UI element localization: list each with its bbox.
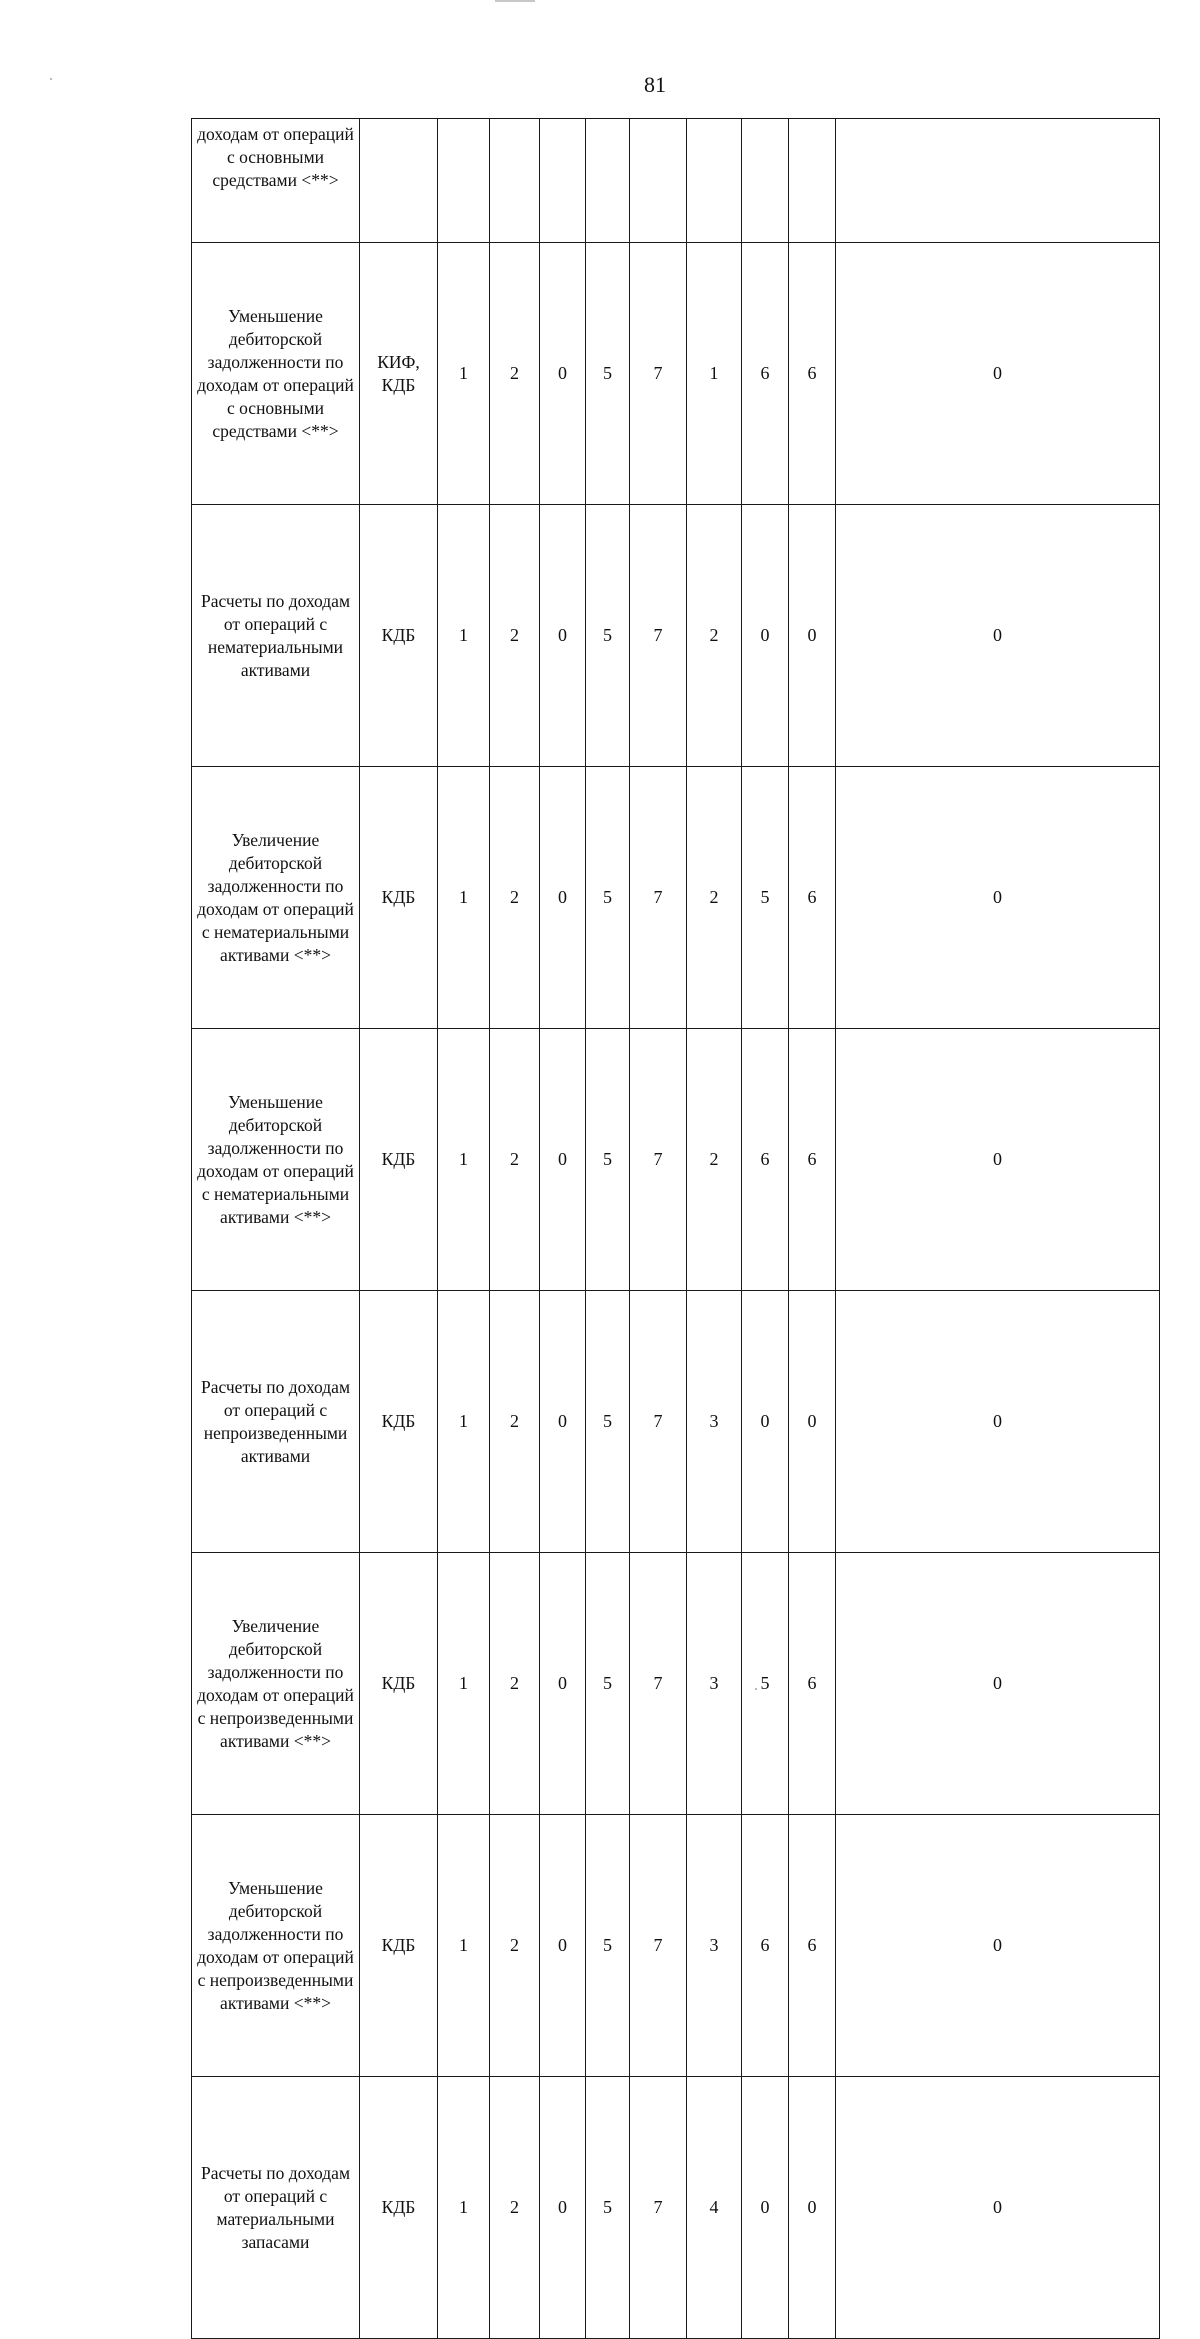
account-code-digit-cell xyxy=(836,119,1160,243)
account-name-cell: доходам от операций с основными средствами <**> xyxy=(192,119,360,243)
source-code-cell: КДБ xyxy=(360,2077,438,2339)
source-code-cell: КДБ xyxy=(360,505,438,767)
account-code-digit-cell: 5 xyxy=(742,767,789,1029)
account-name-cell: Уменьшение дебиторской задолженности по доходам от операций с нематериальными активами <**> xyxy=(192,1029,360,1291)
source-code-cell: КДБ xyxy=(360,1291,438,1553)
account-code-digit-cell: 7 xyxy=(630,1553,687,1815)
account-code-digit-cell: 4 xyxy=(687,2077,742,2339)
account-code-digit-cell: 0 xyxy=(836,505,1160,767)
source-code-cell: КДБ xyxy=(360,767,438,1029)
account-code-digit-cell: 3 xyxy=(687,1553,742,1815)
account-code-digit-cell: 7 xyxy=(630,243,687,505)
table-row xyxy=(192,505,1160,767)
accounts-table xyxy=(191,118,1160,2339)
source-code-cell xyxy=(360,119,438,243)
account-code-digit-cell: 5 xyxy=(586,1815,630,2077)
account-name-cell: Расчеты по доходам от операций с материальными запасами xyxy=(192,2077,360,2339)
account-code-digit-cell: 0 xyxy=(540,1553,586,1815)
table-row xyxy=(192,767,1160,1029)
account-code-digit-cell: 5 xyxy=(586,767,630,1029)
account-code-digit-cell: 2 xyxy=(490,2077,540,2339)
account-code-digit-cell: 0 xyxy=(540,243,586,505)
account-code-digit-cell: 1 xyxy=(438,243,490,505)
account-code-digit-cell: 7 xyxy=(630,767,687,1029)
account-code-digit-cell: 2 xyxy=(490,243,540,505)
account-code-digit-cell: 2 xyxy=(490,505,540,767)
source-code-cell: КДБ xyxy=(360,1553,438,1815)
account-code-digit-cell: 7 xyxy=(630,2077,687,2339)
table-row xyxy=(192,1553,1160,1815)
account-code-digit-cell: 1 xyxy=(438,767,490,1029)
account-code-digit-cell xyxy=(742,119,789,243)
account-code-digit-cell: 0 xyxy=(540,1291,586,1553)
account-code-digit-cell: 0 xyxy=(540,1815,586,2077)
account-code-digit-cell: 5 xyxy=(742,1553,789,1815)
source-code-cell: КДБ xyxy=(360,1815,438,2077)
table-row xyxy=(192,1291,1160,1553)
account-code-digit-cell: 0 xyxy=(540,2077,586,2339)
table-row xyxy=(192,243,1160,505)
account-code-digit-cell: 6 xyxy=(789,243,836,505)
account-code-digit-cell: 0 xyxy=(540,767,586,1029)
source-code-cell: КИФ, КДБ xyxy=(360,243,438,505)
account-code-digit-cell: 6 xyxy=(742,1029,789,1291)
account-name-cell: Расчеты по доходам от операций с непроизведенными активами xyxy=(192,1291,360,1553)
scan-artifact xyxy=(495,0,535,2)
account-code-digit-cell: 7 xyxy=(630,1815,687,2077)
account-code-digit-cell: 0 xyxy=(836,1553,1160,1815)
account-name-cell: Уменьшение дебиторской задолженности по доходам от операций с непроизведенными активами <**> xyxy=(192,1815,360,2077)
account-code-digit-cell: 6 xyxy=(789,767,836,1029)
account-code-digit-cell: 3 xyxy=(687,1815,742,2077)
account-code-digit-cell: 6 xyxy=(742,1815,789,2077)
account-code-digit-cell: 1 xyxy=(687,243,742,505)
account-code-digit-cell: 0 xyxy=(540,1029,586,1291)
account-code-digit-cell: 0 xyxy=(789,2077,836,2339)
source-code-cell: КДБ xyxy=(360,1029,438,1291)
account-code-digit-cell: 7 xyxy=(630,1029,687,1291)
account-code-digit-cell: 5 xyxy=(586,1029,630,1291)
account-name-cell: Увеличение дебиторской задолженности по доходам от операций с непроизведенными активами <**> xyxy=(192,1553,360,1815)
account-code-digit-cell: 7 xyxy=(630,505,687,767)
account-code-digit-cell xyxy=(586,119,630,243)
table-body xyxy=(192,119,1160,2339)
account-code-digit-cell: 1 xyxy=(438,1815,490,2077)
account-code-digit-cell xyxy=(490,119,540,243)
table-row xyxy=(192,2077,1160,2339)
account-code-digit-cell: 2 xyxy=(687,505,742,767)
page-number: 81 xyxy=(644,72,666,97)
account-code-digit-cell: 0 xyxy=(836,1291,1160,1553)
account-code-digit-cell: 0 xyxy=(836,767,1160,1029)
account-code-digit-cell: 6 xyxy=(789,1815,836,2077)
account-name-cell: Увеличение дебиторской задолженности по доходам от операций с нематериальными активами <**> xyxy=(192,767,360,1029)
account-code-digit-cell: 0 xyxy=(789,505,836,767)
account-code-digit-cell: 0 xyxy=(742,1291,789,1553)
account-code-digit-cell: 5 xyxy=(586,1291,630,1553)
account-code-digit-cell: 1 xyxy=(438,505,490,767)
account-code-digit-cell: 2 xyxy=(490,1815,540,2077)
table-row xyxy=(192,1029,1160,1291)
account-code-digit-cell: 2 xyxy=(687,1029,742,1291)
account-code-digit-cell: 3 xyxy=(687,1291,742,1553)
account-code-digit-cell xyxy=(789,119,836,243)
account-code-digit-cell: 0 xyxy=(836,1029,1160,1291)
account-code-digit-cell: 0 xyxy=(742,2077,789,2339)
account-code-digit-cell: 2 xyxy=(490,767,540,1029)
account-code-digit-cell: 0 xyxy=(836,1815,1160,2077)
account-code-digit-cell: 0 xyxy=(789,1291,836,1553)
table-row xyxy=(192,119,1160,243)
account-code-digit-cell: 5 xyxy=(586,2077,630,2339)
account-code-digit-cell: 5 xyxy=(586,505,630,767)
account-code-digit-cell: 5 xyxy=(586,1553,630,1815)
account-code-digit-cell: 1 xyxy=(438,1291,490,1553)
account-code-digit-cell: 1 xyxy=(438,1029,490,1291)
account-code-digit-cell xyxy=(540,119,586,243)
account-code-digit-cell xyxy=(630,119,687,243)
account-code-digit-cell: 6 xyxy=(742,243,789,505)
account-name-cell: Расчеты по доходам от операций с нематериальными активами xyxy=(192,505,360,767)
account-name-cell: Уменьшение дебиторской задолженности по доходам от операций с основными средствами <**> xyxy=(192,243,360,505)
account-code-digit-cell: 0 xyxy=(836,2077,1160,2339)
account-code-digit-cell: 6 xyxy=(789,1029,836,1291)
account-code-digit-cell xyxy=(438,119,490,243)
account-code-digit-cell: 5 xyxy=(586,243,630,505)
account-code-digit-cell: 1 xyxy=(438,2077,490,2339)
account-code-digit-cell: 0 xyxy=(540,505,586,767)
account-code-digit-cell: 0 xyxy=(742,505,789,767)
account-code-digit-cell: 0 xyxy=(836,243,1160,505)
account-code-digit-cell: 2 xyxy=(687,767,742,1029)
table-row xyxy=(192,1815,1160,2077)
account-code-digit-cell: 2 xyxy=(490,1291,540,1553)
account-code-digit-cell: 2 xyxy=(490,1553,540,1815)
account-code-digit-cell xyxy=(687,119,742,243)
account-code-digit-cell: 7 xyxy=(630,1291,687,1553)
account-code-digit-cell: 1 xyxy=(438,1553,490,1815)
account-code-digit-cell: 2 xyxy=(490,1029,540,1291)
account-code-digit-cell: 6 xyxy=(789,1553,836,1815)
